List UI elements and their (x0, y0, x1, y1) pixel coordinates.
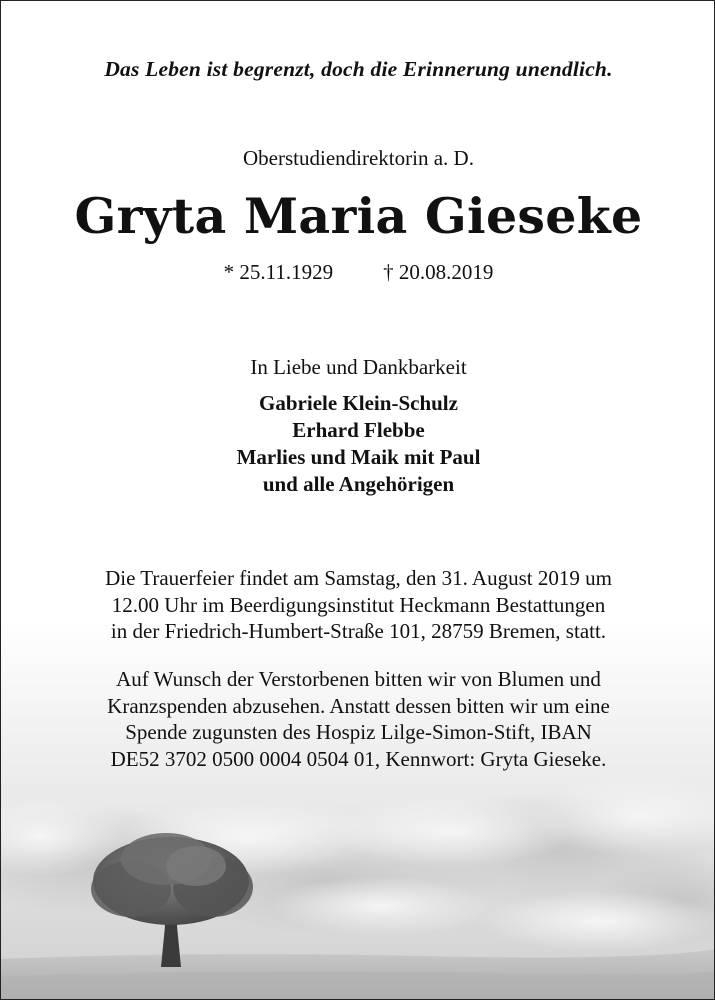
mourners-list (1, 390, 715, 498)
mourner-name: Gabriele Klein-Schulz (259, 391, 458, 415)
donation-line: Spende zugunsten des Hospiz Lilge-Simon-Stift, IBAN (125, 720, 592, 744)
mourner-name: und alle Angehörigen (262, 472, 455, 496)
dedication-line: In Liebe und Dankbarkeit (250, 355, 467, 379)
deceased-name: Gryta Maria Gieseke (74, 187, 643, 245)
life-dates (1, 260, 715, 285)
donation-line: Kranzspenden abzusehen. Anstatt dessen bitten wir um eine (107, 693, 610, 718)
mourner-name: Erhard Flebbe (292, 418, 425, 442)
death-date: † 20.08.2019 (383, 260, 494, 284)
birth-date: * 25.11.1929 (223, 260, 334, 284)
ceremony-paragraph (1, 565, 715, 645)
ceremony-line: Die Trauerfeier findet am Samstag, den 31. August 2019 um (105, 566, 612, 590)
donation-line: Auf Wunsch der Verstorbenen bitten wir von Blumen und (116, 667, 601, 691)
mourner-name: Marlies und Maik mit Paul (236, 445, 481, 469)
ceremony-line: in der Friedrich-Humbert-Straße 101, 28759 Bremen, statt. (110, 619, 607, 643)
motto-line: Das Leben ist begrenzt, doch die Erinnerung unendlich. (104, 57, 613, 81)
deceased-title: Oberstudiendirektorin a. D. (243, 146, 474, 170)
donation-paragraph (1, 666, 715, 772)
ceremony-line: 12.00 Uhr im Beerdigungsinstitut Heckmann Bestattungen (111, 592, 606, 617)
donation-line: DE52 3702 0500 0004 0504 01, Kennwort: Gryta Gieseke. (110, 746, 607, 771)
